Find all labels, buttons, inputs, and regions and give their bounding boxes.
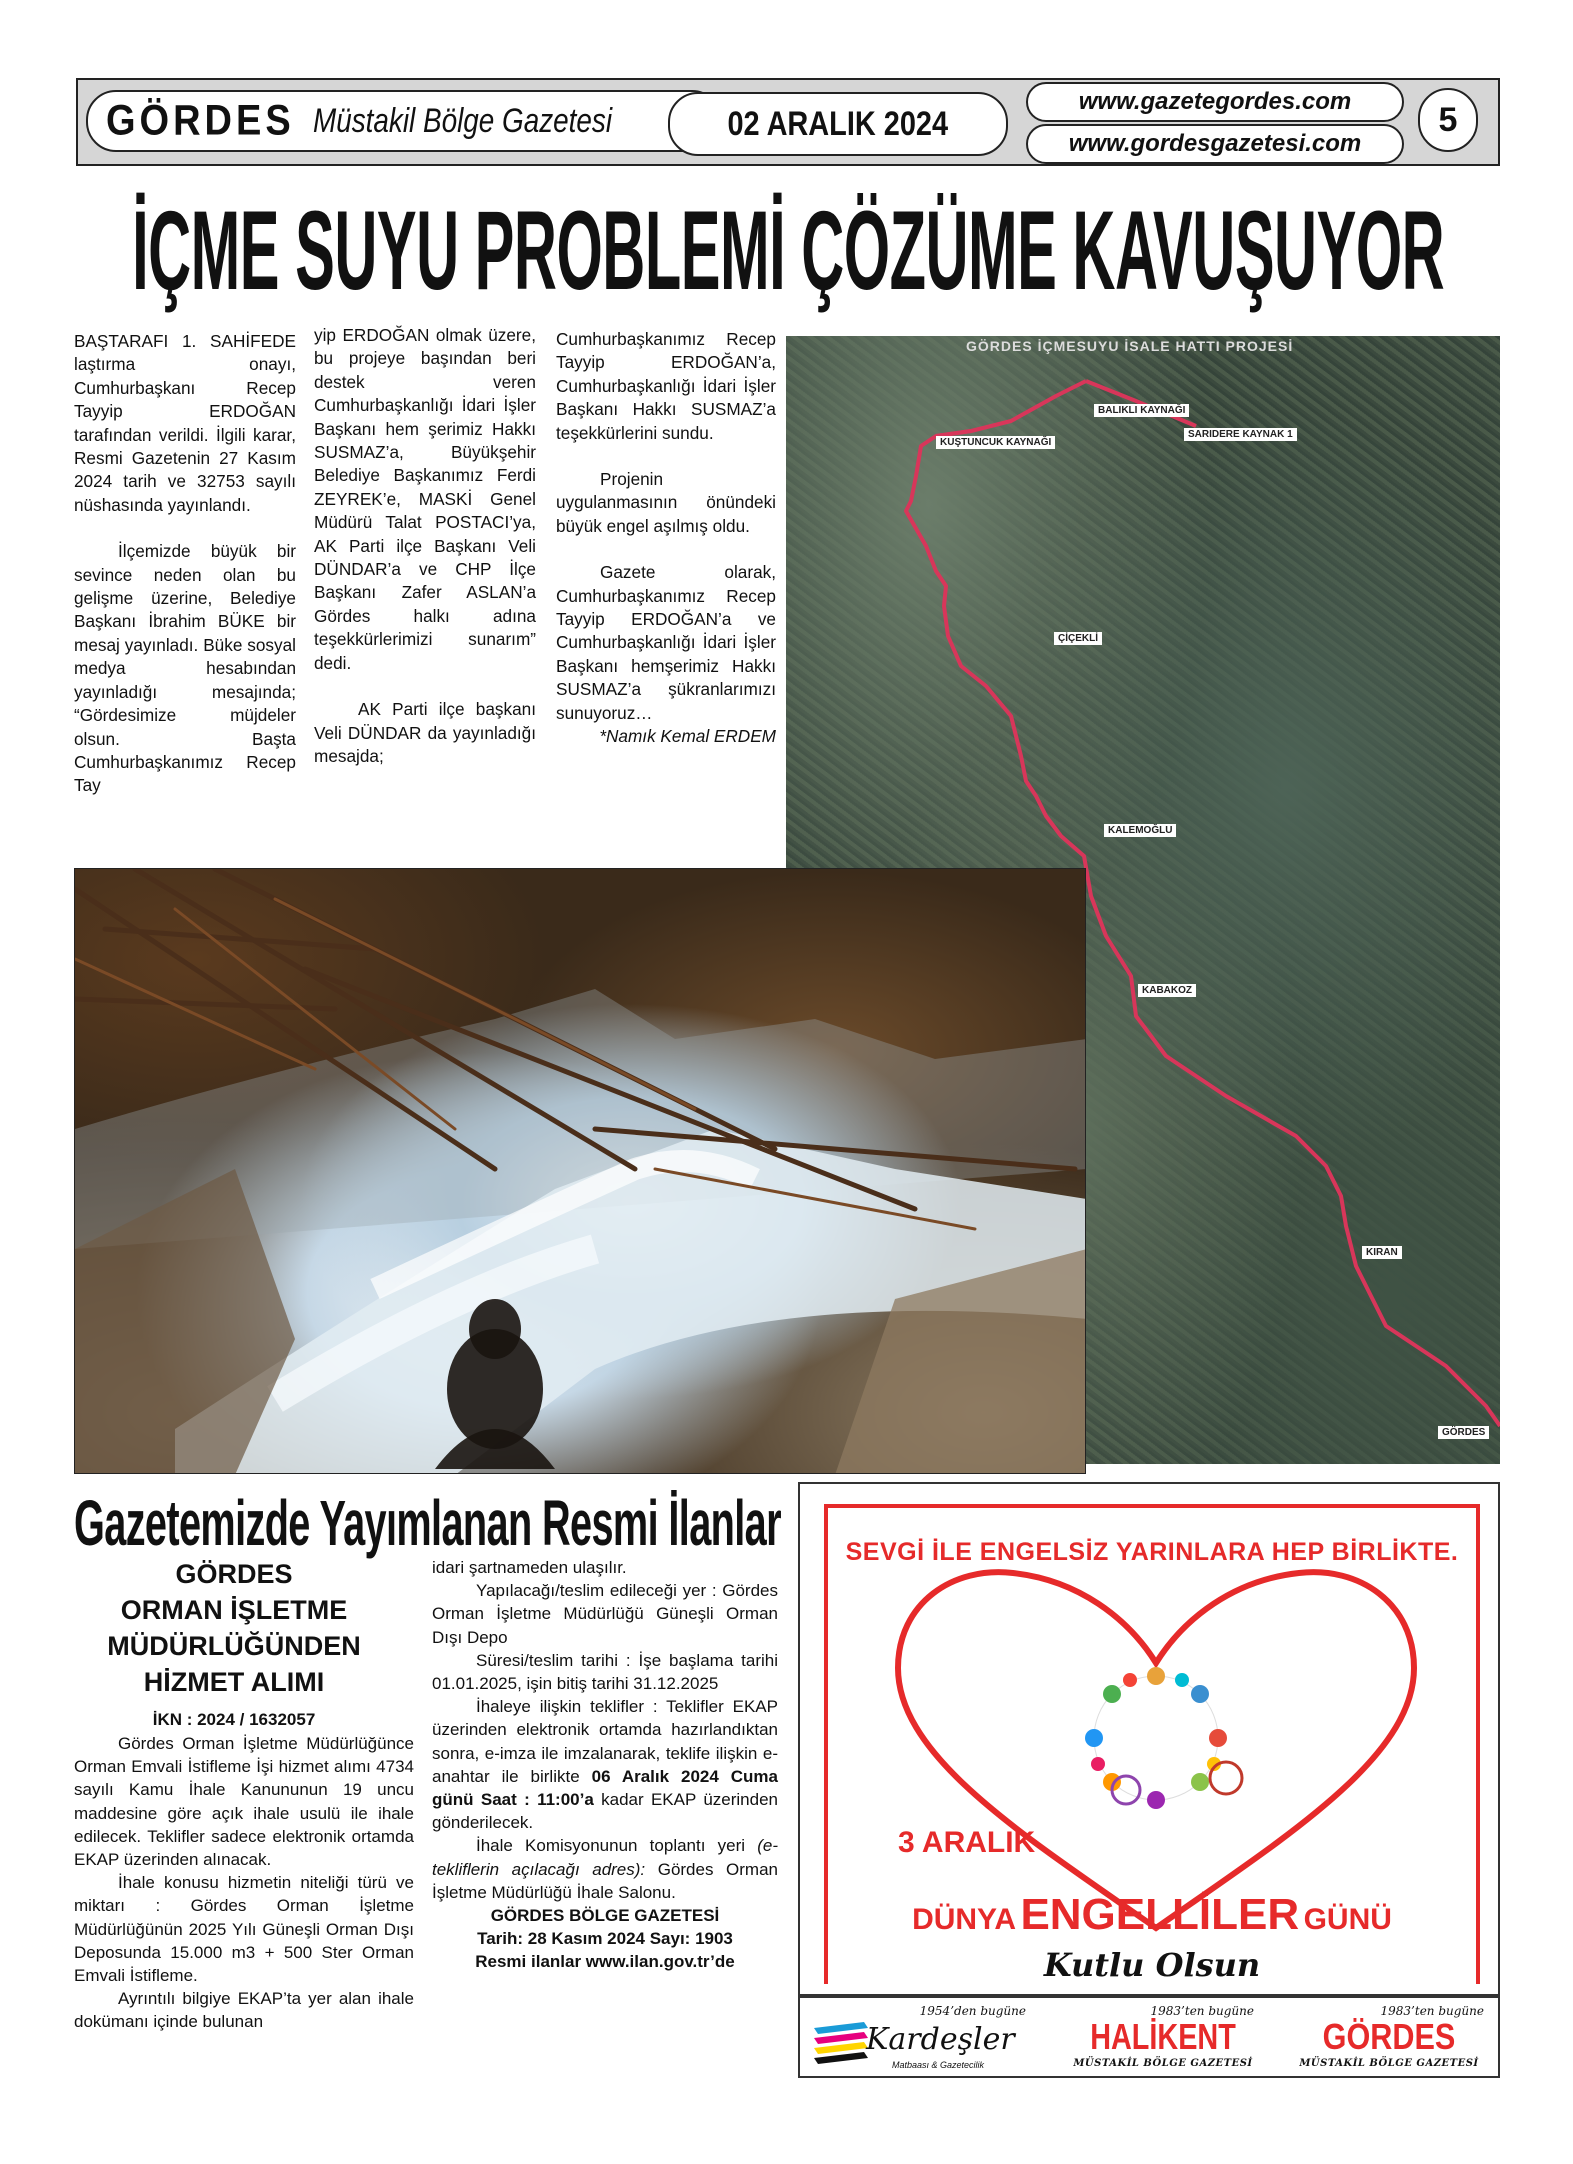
agency-line: GÖRDES bbox=[175, 1559, 293, 1589]
article-paragraph: İlçemizde büyük bir sevince neden olan bu gelişme üzerine, Belediye Başkanı İbrahim BÜKE bir mesaj yayınladı. Büke sosyal medya hesabından yayınladığı mesajında; “Gördesimize müjdeler olsun. Başta Cumhurbaşkanımız Recep Tay bbox=[74, 541, 296, 796]
kardesler-stripes-icon bbox=[814, 2018, 874, 2068]
notice-text: kadar EKAP üzerinden gönderilecek. bbox=[432, 1790, 779, 1833]
tender-ikn: İKN : 2024 / 1632057 bbox=[152, 1710, 316, 1729]
map-label: KUŞTUNCUK KAYNAĞI bbox=[936, 436, 1055, 449]
article-column-2 bbox=[314, 324, 536, 768]
ad-day-title bbox=[828, 1890, 1476, 1940]
notice-text: İhale Komisyonunun toplantı yeri bbox=[476, 1836, 746, 1856]
issue-date-text: 02 ARALIK 2024 bbox=[727, 104, 949, 143]
logo-since: 1983’ten bugüne bbox=[1380, 2004, 1484, 2018]
notice-footer-line: Tarih: 28 Kasım 2024 Sayı: 1903 bbox=[477, 1929, 733, 1949]
map-label: KABAKOZ bbox=[1138, 984, 1196, 997]
ad-day-word: GÜNÜ bbox=[1303, 1903, 1392, 1936]
logo-name: Kardeşler bbox=[866, 2022, 1015, 2057]
official-notices-title bbox=[74, 1486, 781, 1559]
main-headline bbox=[76, 176, 1500, 326]
map-label: KIRAN bbox=[1362, 1246, 1402, 1259]
ad-greeting: Kutlu Olsun bbox=[1043, 1946, 1261, 1984]
kardesler-logo bbox=[814, 2002, 1034, 2076]
masthead-band bbox=[76, 78, 1500, 166]
halikent-logo bbox=[1064, 2002, 1262, 2076]
website-link-2[interactable]: www.gordesgazetesi.com bbox=[1026, 124, 1404, 164]
notice-paragraph: Süresi/teslim tarihi : İşe başlama tarihi 01.01.2025, işin bitiş tarihi 31.12.2025 bbox=[432, 1650, 778, 1694]
waterfall-photo-art bbox=[75, 869, 1086, 1474]
ad-day-word: ENGELLİLER bbox=[1020, 1890, 1300, 1939]
article-column-3 bbox=[556, 328, 776, 749]
partner-logos bbox=[798, 1996, 1500, 2078]
ad-day-word: DÜNYA bbox=[912, 1903, 1016, 1936]
notice-column-2 bbox=[432, 1556, 778, 1974]
logo-since: 1954’den bugüne bbox=[919, 2004, 1026, 2018]
article-paragraph: Cumhurbaşkanımız Recep Tayyip ERDOĞAN’a, Cumhurbaşkanlığı İdari İşler Başkanı Hakkı SUSMAZ’a teşekkürlerini sundu. bbox=[556, 329, 776, 443]
notice-deadline: 06 Aralık 2024 Cuma günü Saat : 11:00’a bbox=[432, 1766, 778, 1810]
heart-outline-icon bbox=[898, 1572, 1414, 1928]
map-title: GÖRDES İÇMESUYU İSALE HATTI PROJESİ bbox=[966, 338, 1294, 354]
notice-text: (e- tekliflerin açılacağı adres): bbox=[432, 1836, 778, 1879]
page-number: 5 bbox=[1418, 88, 1478, 152]
logo-name: GÖRDES bbox=[1322, 2016, 1456, 2057]
agency-line: MÜDÜRLÜĞÜNDEN bbox=[107, 1631, 361, 1661]
agency-line: ORMAN İŞLETME bbox=[120, 1595, 348, 1625]
notice-paragraph bbox=[432, 1695, 778, 1834]
article-paragraph: BAŞTARAFI 1. SAHİFEDE laştırma onayı, Cumhurbaşkanı Recep Tayyip ERDOĞAN tarafından verildi. İlgili karar, Resmi Gazetenin 27 Kasım 2024 tarih ve 32753 sayılı nüshasında yayınlandı. bbox=[74, 331, 296, 515]
notice-agency bbox=[74, 1556, 394, 1700]
ad-frame bbox=[824, 1504, 1480, 1984]
map-label: SARIDERE KAYNAK 1 bbox=[1184, 428, 1297, 441]
notice-paragraph bbox=[432, 1834, 778, 1904]
main-headline-text: İÇME SUYU PROBLEMİ ÇÖZÜME KAVUŞUYOR bbox=[131, 188, 1445, 314]
notice-footer-line: Resmi ilanlar www.ilan.gov.tr’de bbox=[475, 1952, 735, 1972]
notice-paragraph: İhale konusu hizmetin niteliği türü ve miktarı : Gördes Orman İşletme Müdürlüğünün 2025 Yılı Güneşli Orman Dışı Deposunda 15.000 m3 + 500 Ster Orman Emvali İstifleme. bbox=[74, 1873, 414, 1986]
article-byline: *Namık Kemal ERDEM bbox=[599, 726, 776, 747]
article-paragraph: Gazete olarak, Cumhurbaşkanımız Recep Tayyip ERDOĞAN’a ve Cumhurbaşkanlığı İdari İşler Başkanı hemşerimiz Hakkı SUSMAZ’a şükranlarımızı sunuyoruz… bbox=[556, 562, 776, 723]
notice-paragraph: Gördes Orman İşletme Müdürlüğünce Orman Emvali İstifleme İşi hizmet alımı 4734 sayılı Kamu İhale Kanununun 19 uncu maddesine göre açık ihale usulü ile ihale edilecek. Teklifler sadece elektronik ortamda EKAP üzerinden alınacak. bbox=[74, 1734, 414, 1870]
waterfall-photo bbox=[74, 868, 1086, 1474]
map-label: ÇİÇEKLİ bbox=[1054, 632, 1102, 645]
map-label: KALEMOĞLU bbox=[1104, 824, 1176, 837]
issue-date bbox=[668, 92, 1008, 156]
newspaper-name: GÖRDES bbox=[106, 96, 295, 144]
article-paragraph: Projenin uygulanmasının önündeki büyük engel aşılmış oldu. bbox=[556, 469, 776, 536]
notice-paragraph: Ayrıntılı bilgiye EKAP’ta yer alan ihale dokümanı içinde bulunan bbox=[74, 1989, 414, 2032]
logo-subtitle: Matbaası & Gazetecilik bbox=[892, 2060, 985, 2070]
website-link-1[interactable]: www.gazetegordes.com bbox=[1026, 82, 1404, 122]
official-notices-title-text: Gazetemizde Yayımlanan Resmi İlanlar bbox=[74, 1487, 781, 1559]
ad-date: 3 ARALIK bbox=[898, 1826, 1036, 1859]
map-label: BALIKLI KAYNAĞI bbox=[1094, 404, 1189, 417]
article-column-1 bbox=[74, 330, 296, 798]
logo-subtitle: MÜSTAKİL BÖLGE GAZETESİ bbox=[1073, 2058, 1253, 2069]
gordes-logo bbox=[1286, 2002, 1492, 2076]
notice-column-1 bbox=[74, 1732, 414, 2034]
notice-text: Gördes Orman İşletme Müdürlüğü İhale Salonu. bbox=[432, 1859, 778, 1902]
ad-slogan: SEVGİ İLE ENGELSİZ YARINLARA HEP BİRLİKTE. bbox=[845, 1538, 1459, 1566]
notice-footer-line: GÖRDES BÖLGE GAZETESİ bbox=[490, 1906, 720, 1926]
disability-day-ad bbox=[798, 1482, 1500, 1996]
notice-paragraph: Yapılacağı/teslim edileceği yer : Gördes Orman İşletme Müdürlüğü Güneşli Orman Dışı Depo bbox=[432, 1581, 778, 1647]
article-paragraph: AK Parti ilçe başkanı Veli DÜNDAR da yayınladığı mesajda; bbox=[314, 699, 536, 766]
map-label: GÖRDES bbox=[1438, 1426, 1489, 1439]
logo-subtitle: MÜSTAKİL BÖLGE GAZETESİ bbox=[1299, 2058, 1479, 2069]
notice-text: İhaleye ilişkin teklifler : Teklifler EKAP üzerinden elektronik ortamda hazırlandıktan sonra, e-imza ile imzalanarak, teklife ilişkin e-anahtar ile birlikte bbox=[432, 1697, 778, 1786]
newspaper-subtitle: Müstakil Bölge Gazetesi bbox=[312, 101, 612, 140]
people-circle-icon bbox=[1085, 1667, 1242, 1809]
logo-since: 1983’ten bugüne bbox=[1150, 2004, 1254, 2018]
notice-paragraph: idari şartnameden ulaşılır. bbox=[432, 1558, 627, 1577]
agency-line: HİZMET ALIMI bbox=[143, 1667, 325, 1697]
masthead bbox=[86, 90, 722, 152]
logo-name: HALİKENT bbox=[1090, 2016, 1236, 2057]
article-paragraph: yip ERDOĞAN olmak üzere, bu projeye başından beri destek veren Cumhurbaşkanlığı İdari İşler Başkanı hem şerimiz Hakkı SUSMAZ’a, Büyükşehir Belediye Başkanımız Ferdi ZEYREK’e, MASKİ Genel Müdürü Talat POSTACI’ya, AK Parti ilçe Başkanı Veli DÜNDAR’a ve CHP İlçe Başkanı Zafer ASLAN’a Gördes halkı adına teşekkürlerimizi sunarım” dedi. bbox=[314, 325, 536, 673]
